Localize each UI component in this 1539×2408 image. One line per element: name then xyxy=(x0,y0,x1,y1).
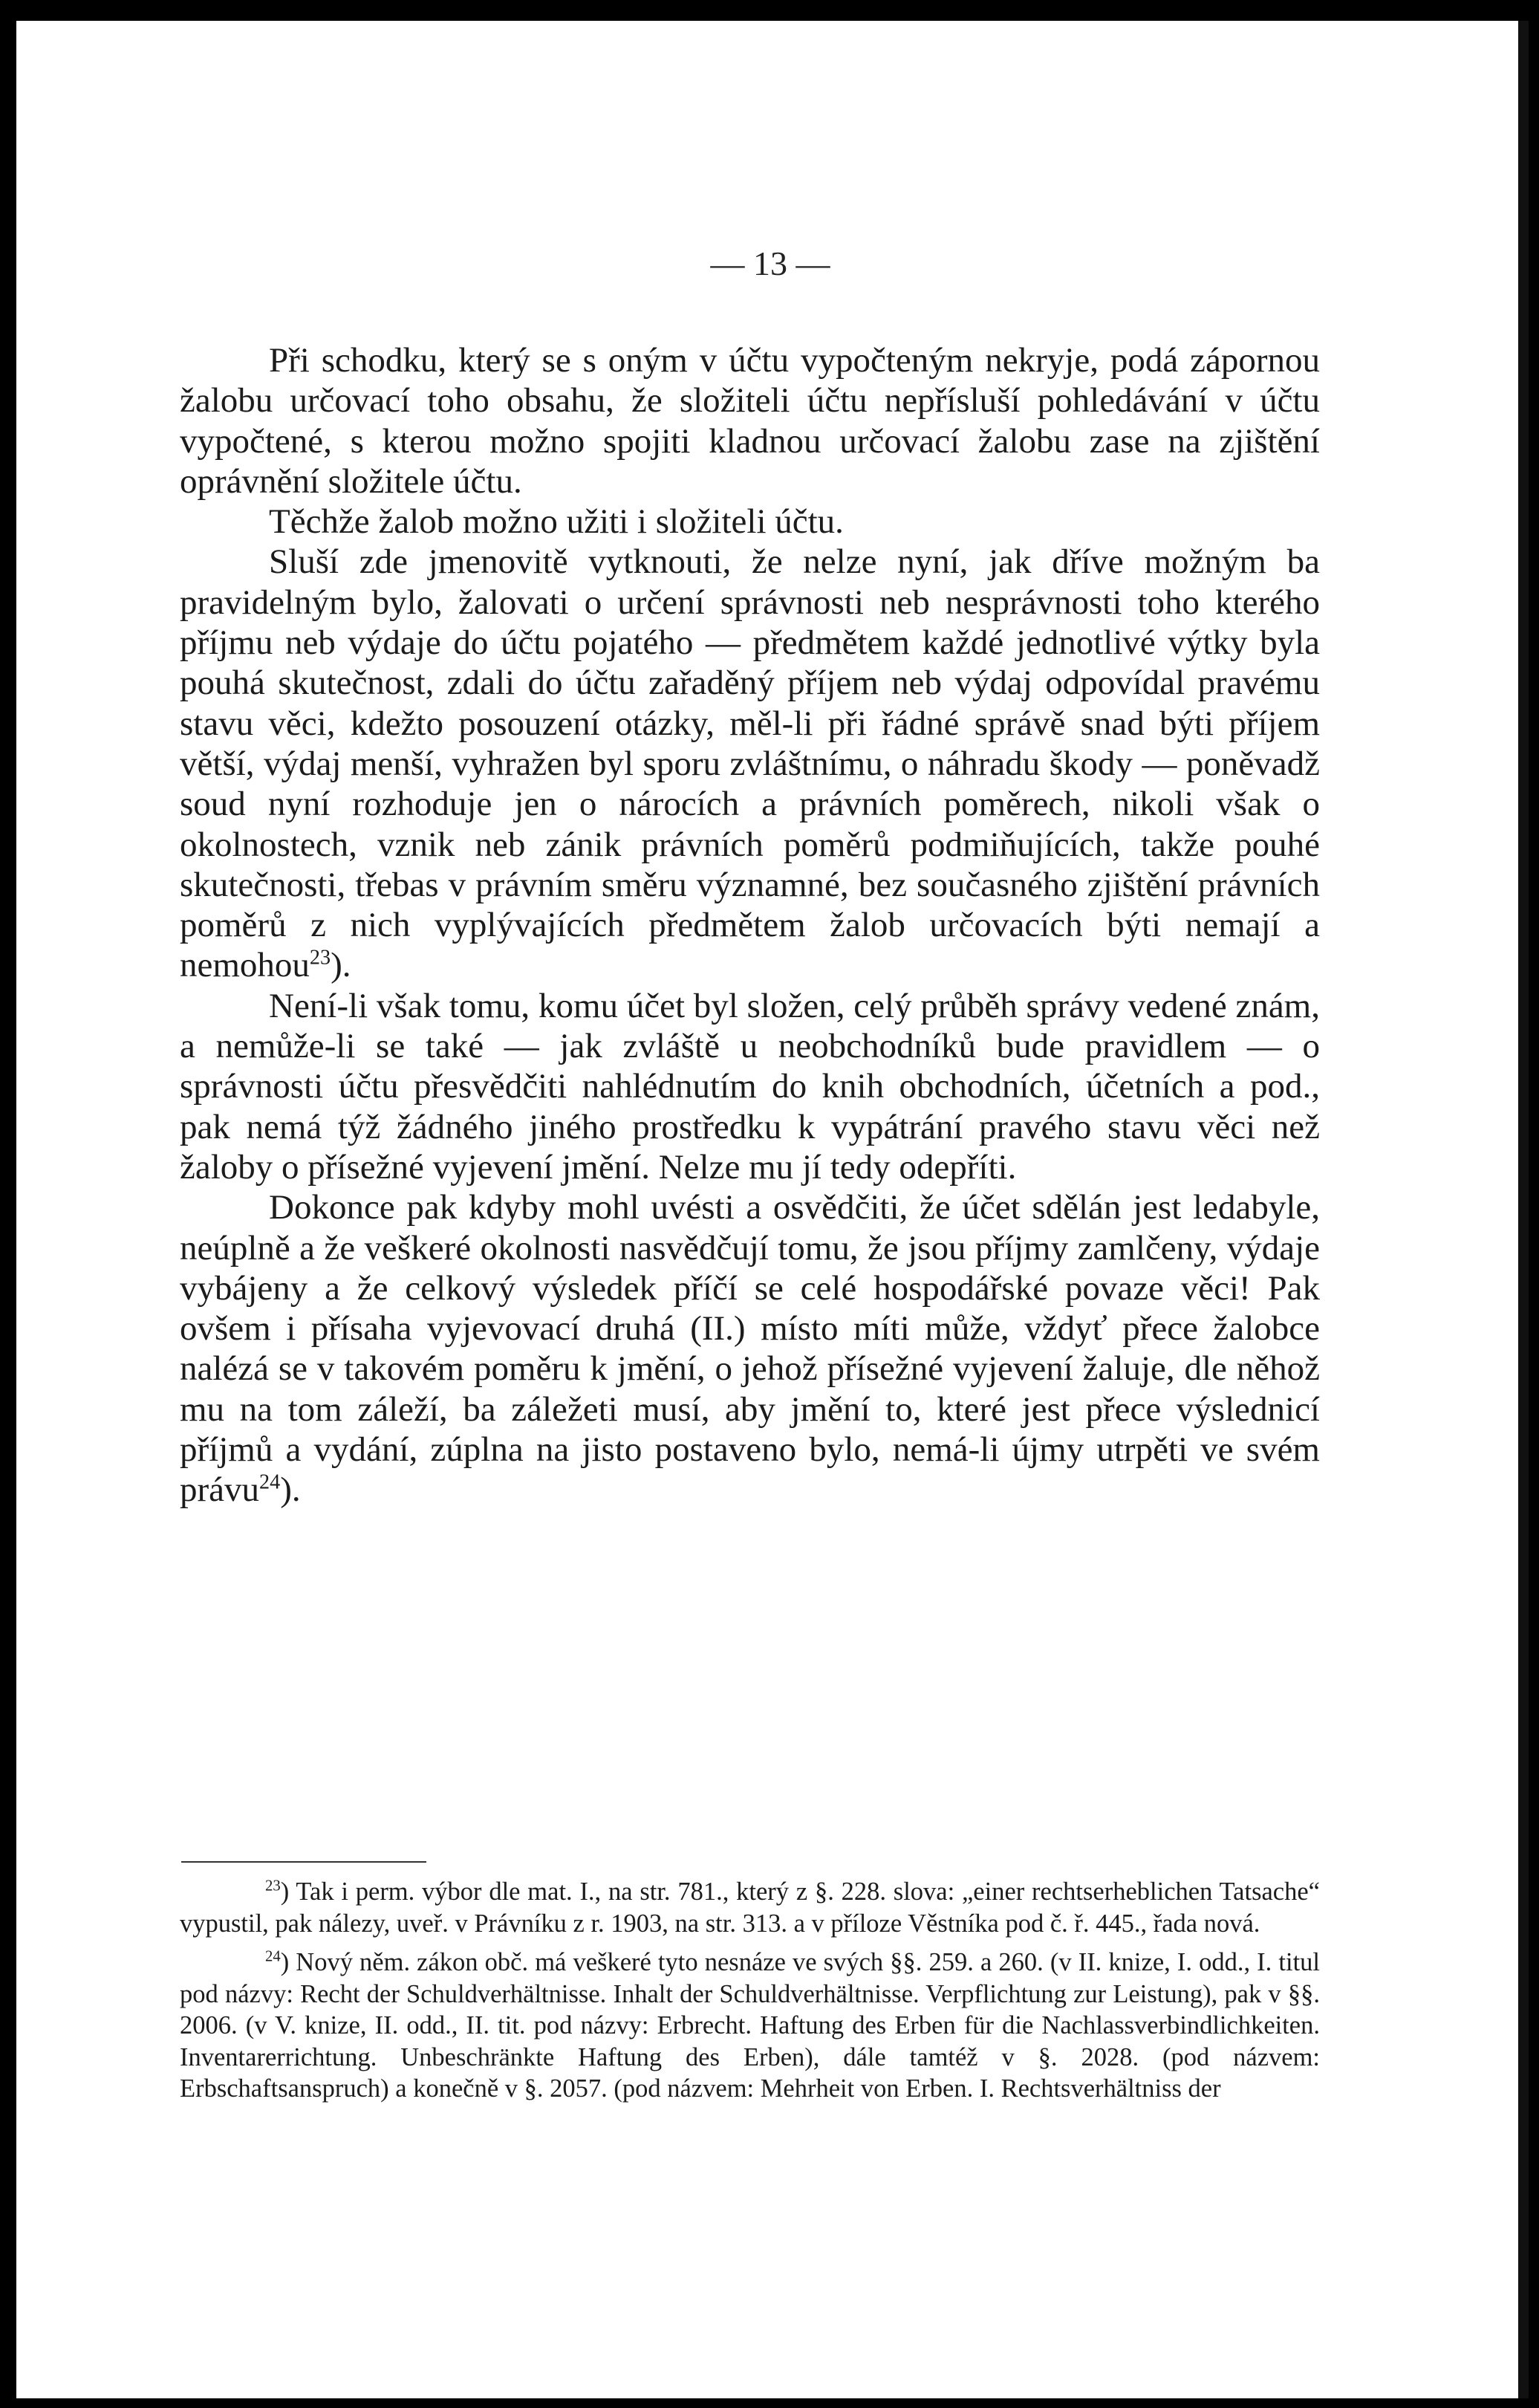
paragraph-text: Dokonce pak kdyby mohl uvésti a osvědčiti, že účet sdělán jest ledabyle, neúplně a že veškeré okolnosti nasvědčují tomu, že jsou příjmy zamlčeny, výdaje vybájeny a že celkový výsledek příčí se celé hospodářské povaze věci! Pak ovšem i přísaha vyjevovací druhá (II.) místo míti může, vždyť přece žalobce nalézá se v takovém poměru k jmění, o jehož přísežné vyjevení žaluje, dle něhož mu na tom záleží, ba záležeti musí, aby jmění to, které jest přece výslednicí příjmů a vydání, zúplna na jisto postaveno bylo, nemá-li újmy utrpěti ve svém právu xyxy=(180,1188,1320,1510)
paragraph-ending: ). xyxy=(280,1470,301,1510)
footnote-text: ) Tak i perm. výbor dle mat. I., na str. 781., který z §. 228. slova: „einer rechtserheblichen Tatsache“ vypustil, pak nálezy, uveř. v Právníku z r. 1903, na str. 313. a v příloze Věstníka pod č. ř. 445., řada nová. xyxy=(180,1878,1320,1938)
footnote xyxy=(180,1947,1320,2105)
page-edge-shadow xyxy=(1518,21,1529,2398)
footnote-divider xyxy=(181,1861,426,1863)
body-text xyxy=(180,340,1320,1510)
paragraph-text: Sluší zde jmenovitě vytknouti, že nelze nyní, jak dříve možným ba pravidelným bylo, žalovati o určení správnosti neb nesprávnosti toho kterého příjmu neb výdaje do účtu pojatého — předmětem každé jednotlivé výtky byla pouhá skutečnost, zdali do účtu zařaděný příjem neb výdaj odpovídal pravému stavu věci, kdežto posouzení otázky, měl-li při řádné správě snad býti příjem větší, výdaj menší, vyhražen byl sporu zvláštnímu, o náhradu škody — poněvadž soud nyní rozhoduje jen o nárocích a právních poměrech, nikoli však o okolnostech, vznik neb zánik právních poměrů podmiňujících, takže pouhé skutečnosti, třebas v právním směru významné, bez současného zjištění právních poměrů z nich vyplývajících předmětem žalob určovacích býti nemají a nemohou xyxy=(180,542,1320,985)
book-page xyxy=(16,21,1524,2398)
footnote-marker: 23 xyxy=(265,1878,281,1895)
footnote-text: ) Nový něm. zákon obč. má veškeré tyto nesnáze ve svých §§. 259. a 260. (v II. knize, I. odd., I. titul pod názvy: Recht der Schuldverhältnisse. Inhalt der Schuldverhältnisse. Verpflichtung zur Leistung), pak v §§. 2006. (v V. knize, II. odd., II. tit. pod názvy: Erbrecht. Haftung des Erben für die Nachlassverbindlichkeiten. Inventarerrichtung. Unbeschränkte Haftung des Erben), dále tamtéž v §. 2028. (pod názvem: Erbschaftsanspruch) a konečně v §. 2057. (pod názvem: Mehrheit von Erben. I. Rechtsverhältniss der xyxy=(180,1948,1320,2103)
footnotes xyxy=(180,1876,1320,2105)
paragraph xyxy=(180,542,1320,985)
paragraph-ending: ). xyxy=(331,946,351,985)
paragraph xyxy=(180,1187,1320,1510)
page-number: — 13 — xyxy=(710,244,830,282)
footnote-marker: 24 xyxy=(265,1948,281,1965)
footnote-ref-23: 23 xyxy=(309,946,331,970)
footnote xyxy=(180,1876,1320,1939)
paragraph: Není-li však tomu, komu účet byl složen, celý průběh správy vedené znám, a nemůže-li se také — jak zvláště u neobchodníků bude pravidlem — o správnosti účtu přesvědčiti nahlédnutím do knih obchodních, účetních a pod., pak nemá týž žádného jiného prostředku k vypátrání pravého stavu věci než žaloby o přísežné vyjevení jmění. Nelze mu jí tedy odepříti. xyxy=(180,986,1320,1187)
paragraph: Při schodku, který se s oným v účtu vypočteným nekryje, podá zápornou žalobu určovací toho obsahu, že složiteli účtu nepřísluší pohledávání v účtu vypočtené, s kterou možno spojiti kladnou určovací žalobu zase na zjištění oprávnění složitele účtu. xyxy=(180,341,1320,501)
footnote-ref-24: 24 xyxy=(259,1470,281,1494)
paragraph: Těchže žalob možno užiti i složiteli účtu. xyxy=(269,502,844,542)
